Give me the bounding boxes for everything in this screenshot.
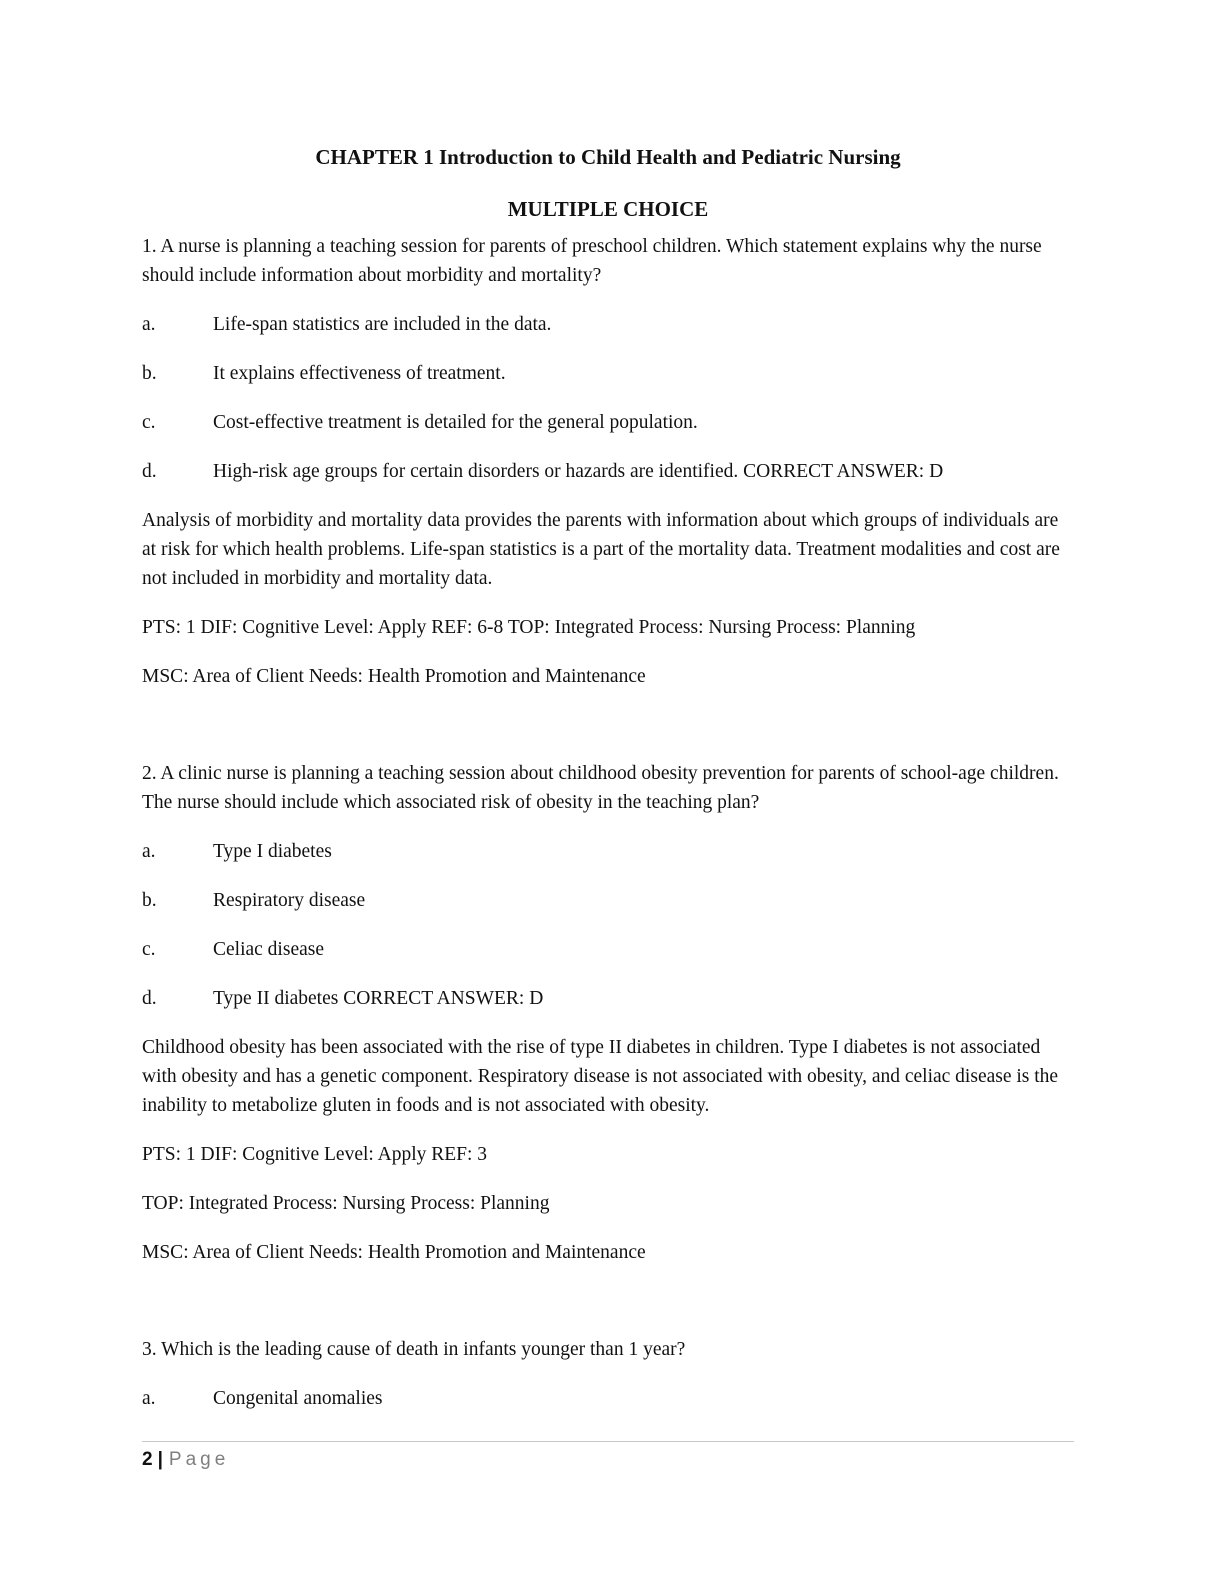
option-text: High-risk age groups for certain disorders or hazards are identified. CORRECT ANSWER: D [213, 461, 944, 482]
question-meta: PTS: 1 DIF: Cognitive Level: Apply REF: 3 [142, 1144, 488, 1165]
page-number: 2 [142, 1449, 153, 1470]
option-letter: a. [142, 1388, 156, 1409]
section-title: MULTIPLE CHOICE [507, 197, 709, 221]
answer-option-b [142, 886, 1074, 915]
option-letter: c. [142, 939, 156, 960]
answer-option-a [142, 310, 1074, 339]
answer-option-a [142, 1384, 1074, 1413]
option-letter: a. [142, 841, 156, 862]
option-letter: a. [142, 314, 156, 335]
option-text: It explains effectiveness of treatment. [213, 363, 506, 384]
option-letter: d. [142, 461, 157, 482]
page-footer [142, 1446, 229, 1474]
option-text: Celiac disease [213, 939, 324, 960]
footer-divider [142, 1441, 1074, 1442]
option-text: Life-span statistics are included in the data. [213, 314, 552, 335]
question-stem: 2. A clinic nurse is planning a teaching session about childhood obesity prevention for parents of school-age children. The nurse should include which associated risk of obesity in the teaching plan? [142, 763, 1059, 813]
answer-option-d [142, 984, 1074, 1013]
answer-option-c [142, 935, 1074, 964]
answer-option-a [142, 837, 1074, 866]
option-text: Type I diabetes [213, 841, 332, 862]
option-letter: b. [142, 890, 157, 911]
question-meta: PTS: 1 DIF: Cognitive Level: Apply REF: 6-8 TOP: Integrated Process: Nursing Process: Planning [142, 617, 916, 638]
question-stem: 1. A nurse is planning a teaching session for parents of preschool children. Which statement explains why the nurse should include information about morbidity and mortality? [142, 236, 1042, 286]
question-2 [142, 759, 1074, 1267]
question-1 [142, 232, 1074, 691]
answer-option-c [142, 408, 1074, 437]
option-letter: b. [142, 363, 157, 384]
answer-option-d [142, 457, 1074, 486]
spacer [142, 1287, 1074, 1335]
rationale: Childhood obesity has been associated with the rise of type II diabetes in children. Type I diabetes is not associated with obesity and has a genetic component. Respiratory disease is not associated with obesity, and celiac disease is the inability to metabolize gluten in foods and is not associated with obesity. [142, 1037, 1059, 1116]
question-meta: TOP: Integrated Process: Nursing Process: Planning [142, 1193, 550, 1214]
question-stem: 3. Which is the leading cause of death in infants younger than 1 year? [142, 1339, 686, 1360]
option-text: Congenital anomalies [213, 1388, 383, 1409]
option-letter: c. [142, 412, 156, 433]
question-meta: MSC: Area of Client Needs: Health Promotion and Maintenance [142, 666, 646, 687]
footer-separator: | [157, 1449, 163, 1470]
spacer [142, 711, 1074, 759]
option-text: Respiratory disease [213, 890, 366, 911]
option-letter: d. [142, 988, 157, 1009]
page-label: Page [168, 1449, 230, 1470]
question-3 [142, 1335, 1074, 1413]
option-text: Type II diabetes CORRECT ANSWER: D [213, 988, 544, 1009]
rationale: Analysis of morbidity and mortality data provides the parents with information about which groups of individuals are at risk for which health problems. Life-span statistics is a part of the mortality data. Treatment modalities and cost are not included in morbidity and mortality data. [142, 510, 1060, 589]
page-content [142, 138, 1074, 1433]
option-text: Cost-effective treatment is detailed for the general population. [213, 412, 698, 433]
document-page [142, 0, 1074, 1584]
question-meta: MSC: Area of Client Needs: Health Promotion and Maintenance [142, 1242, 646, 1263]
chapter-title: CHAPTER 1 Introduction to Child Health and Pediatric Nursing [315, 145, 901, 169]
answer-option-b [142, 359, 1074, 388]
